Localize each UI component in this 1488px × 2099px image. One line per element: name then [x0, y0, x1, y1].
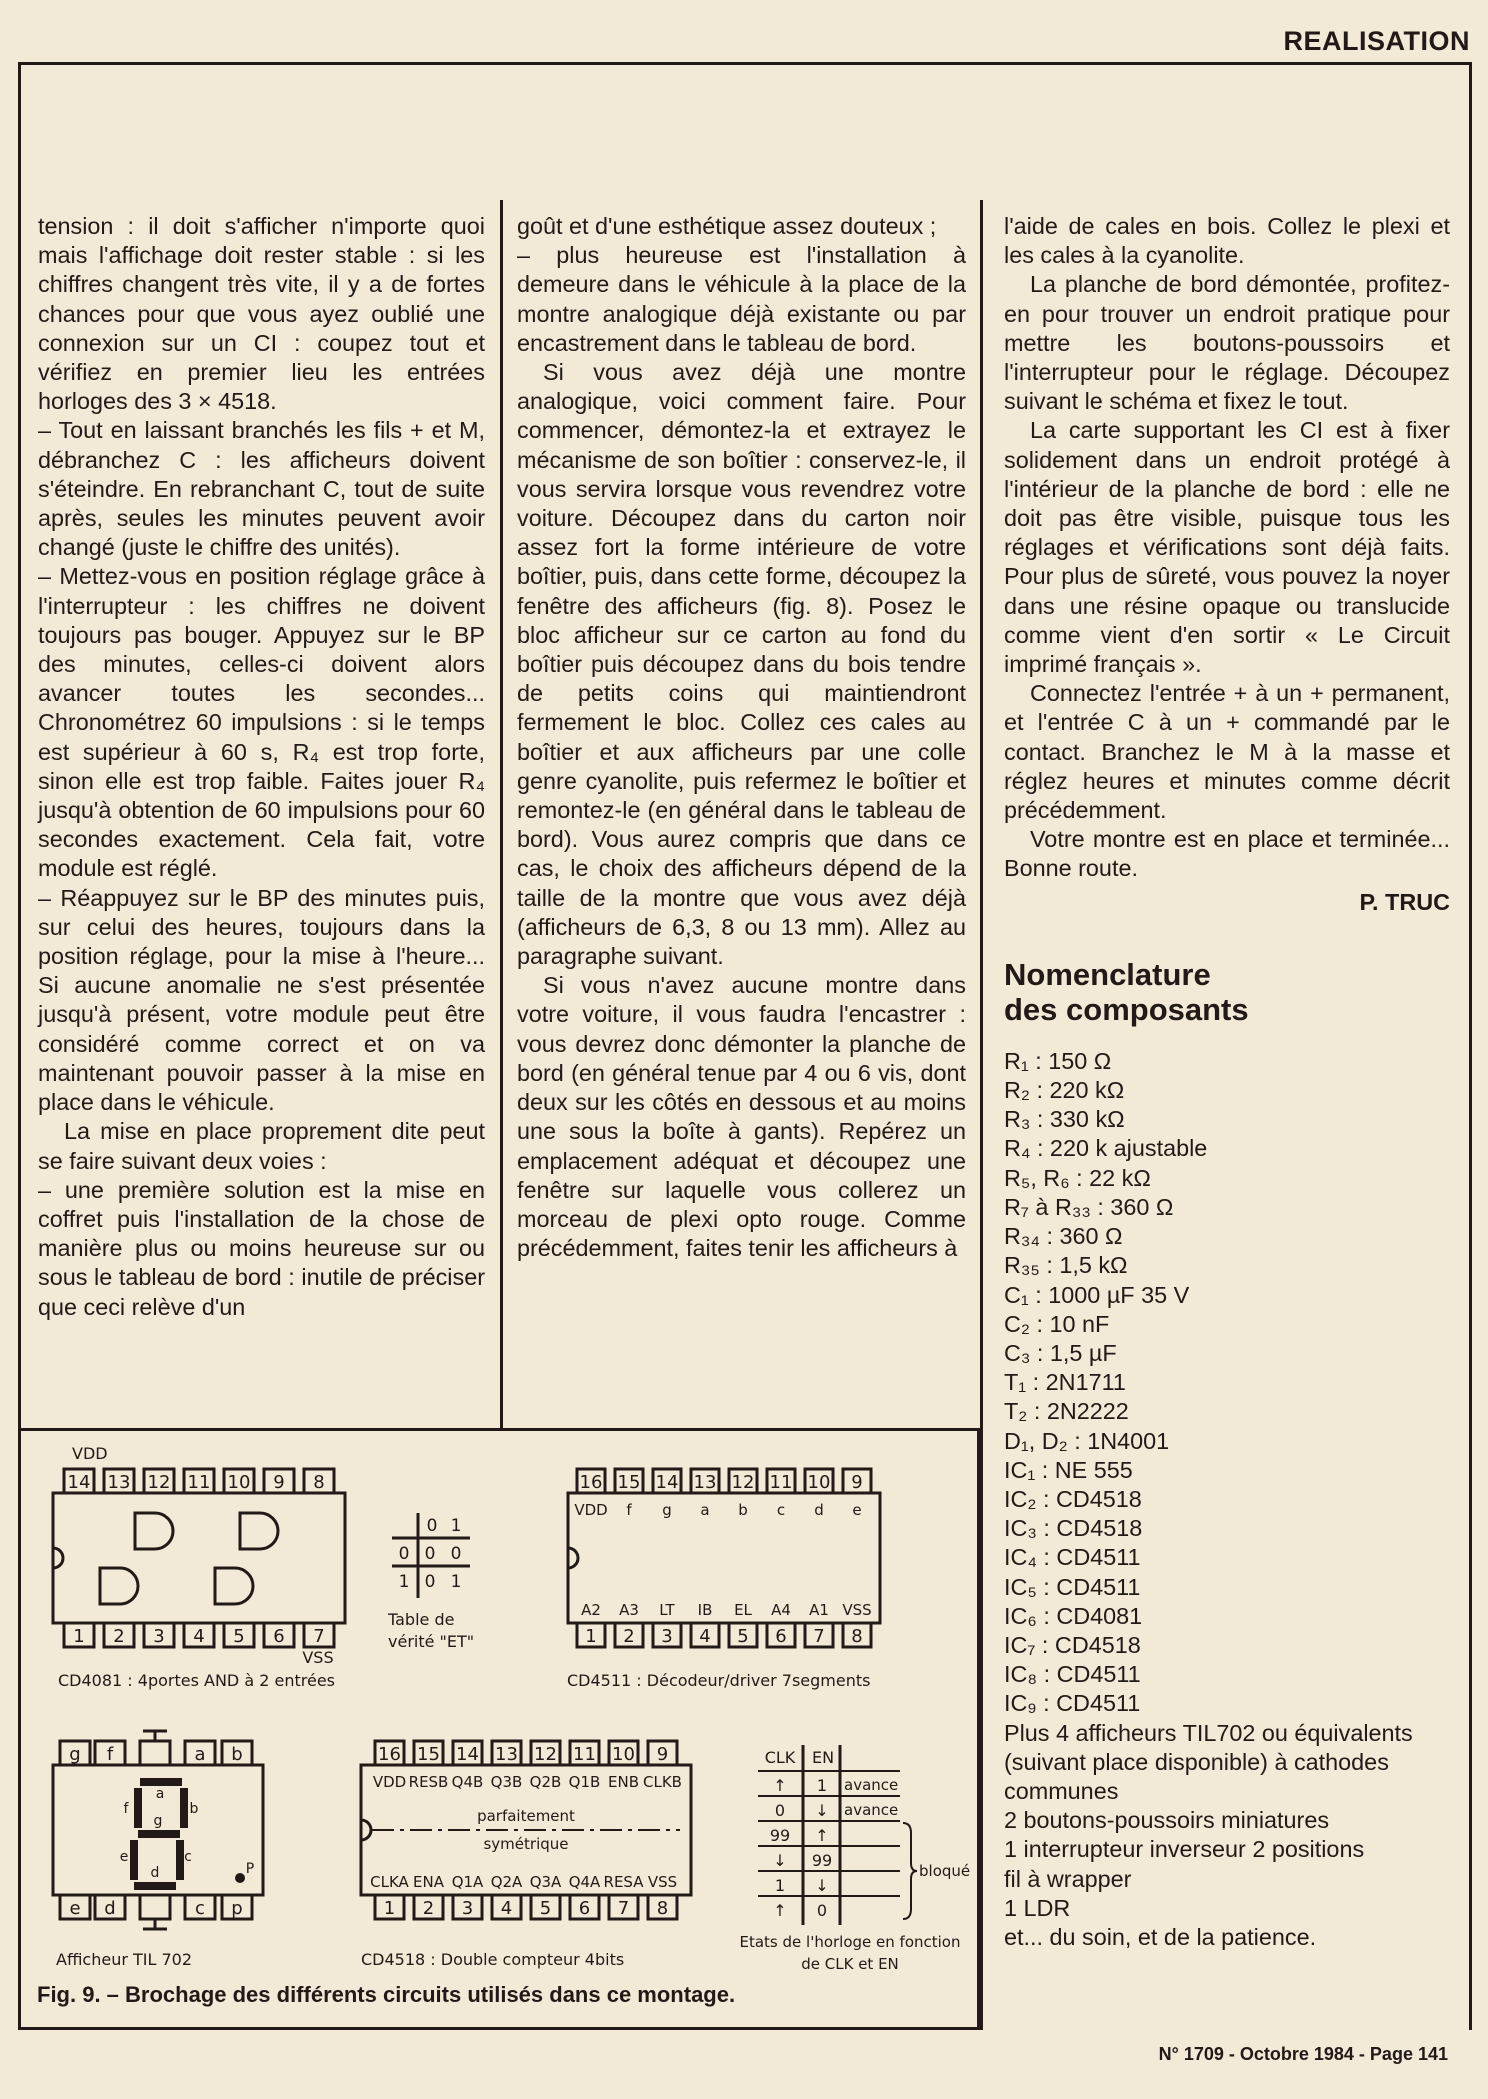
clock-cell: 0	[816, 1901, 828, 1920]
pin-label: d	[814, 1501, 824, 1519]
paragraph: Si vous n'avez aucune montre dans votre voiture, il vous faudra l'encastrer : vous devrez donc démonter la planche de bord (en général tenue par 4 ou 6 vis, dont deux sur les côtés en dessous et au moins une sous la boîte à gants). Repérez un emplacement adéquat et découpez une fenêtre sur laquelle vous collerez un morceau de plexi opto rouge. Comme précédemment, faites tenir les afficheurs à	[517, 972, 966, 1262]
pin-number: 15	[417, 1744, 440, 1765]
pin-number: 12	[147, 1472, 171, 1493]
segment-label: d	[150, 1865, 160, 1881]
pin-label: c	[195, 1898, 205, 1919]
pin-number: 16	[378, 1744, 401, 1765]
chip-body	[568, 1493, 880, 1623]
paragraph: – plus heureuse est l'installation à demeure dans le véhicule à la place de la montre analogique déjà existante ou par encastrement dans le tableau de bord.	[517, 242, 966, 356]
component-item: T₁ : 2N1711	[1004, 1369, 1126, 1396]
and-gate-icon	[215, 1568, 253, 1604]
component-item: et... du soin, et de la patience.	[1004, 1923, 1317, 1950]
and-gate-icon	[240, 1513, 278, 1549]
pin-number: 15	[617, 1472, 641, 1493]
truth-cell: 0	[424, 1544, 436, 1564]
pin-number: 8	[313, 1472, 325, 1493]
truth-cell: 1	[450, 1572, 462, 1592]
pin-number: 2	[113, 1626, 125, 1647]
pin-number: 5	[737, 1626, 749, 1647]
pin-number: 14	[456, 1744, 479, 1765]
paragraph: l'aide de cales en bois. Collez le plexi et les cales à la cyanolite.	[1004, 213, 1450, 269]
truth-cell: 0	[398, 1544, 410, 1564]
pin-number: 6	[578, 1898, 591, 1919]
paragraph: tension : il doit s'afficher n'importe quoi mais l'affichage doit rester stable : si les chiffres changent très vite, il y a de fortes chances pour que vous ayez oublié une connexion sur un CI : coupez tout et vérifiez en premier lieu les entrées horloges des 3 × 4518.	[38, 213, 485, 415]
paragraph: Votre montre est en place et terminée... Bonne route.	[1004, 826, 1450, 882]
and-gate-icon	[100, 1568, 138, 1604]
pin-label: IB	[697, 1601, 713, 1619]
component-item: IC₅ : CD4511	[1004, 1573, 1141, 1600]
table-caption: de CLK et EN	[801, 1955, 899, 1973]
pin-label: a	[700, 1501, 710, 1519]
component-item: R₃₅ : 1,5 kΩ	[1004, 1252, 1128, 1279]
pinout-diagram	[0, 3, 1488, 2099]
pin-number: 5	[233, 1626, 245, 1647]
pin-label: Q1A	[451, 1873, 484, 1891]
pin-label: e	[852, 1501, 862, 1519]
segment	[130, 1840, 138, 1880]
segment-label: e	[119, 1849, 129, 1865]
clock-cell: 99	[811, 1851, 833, 1870]
clock-cell: 1	[774, 1876, 786, 1895]
heading-line: des composants	[1004, 991, 1249, 1027]
component-item: IC₂ : CD4518	[1004, 1485, 1142, 1512]
pin-number: 1	[73, 1626, 85, 1647]
component-item: fil à wrapper	[1004, 1865, 1132, 1892]
truth-header: 0	[426, 1516, 438, 1536]
pin-label: VSS	[647, 1873, 678, 1891]
pin-label: ENB	[608, 1773, 639, 1791]
pin-number: 6	[775, 1626, 787, 1647]
symmetry-note: parfaitement	[477, 1807, 575, 1825]
clock-cell: 0	[774, 1801, 786, 1820]
clock-state: avance	[844, 1776, 899, 1794]
pin-label: Q2A	[490, 1873, 523, 1891]
pin-number: 10	[227, 1472, 251, 1493]
pin-label: EL	[734, 1601, 752, 1619]
pin-label: RESA	[603, 1873, 644, 1891]
pin-label: A3	[619, 1601, 639, 1619]
table-header: CLK	[764, 1748, 796, 1767]
truth-header: 1	[450, 1516, 462, 1536]
pin-label: VSS	[842, 1601, 872, 1619]
pin-label: Q4A	[568, 1873, 601, 1891]
pin-label: RESB	[408, 1773, 449, 1791]
figure-caption: Fig. 9. – Brochage des différents circuits utilisés dans ce montage.	[37, 1982, 736, 2007]
component-item: T₂ : 2N2222	[1004, 1398, 1129, 1425]
pin-number: 12	[534, 1744, 557, 1765]
pin-number: 6	[273, 1626, 285, 1647]
segment	[134, 1882, 176, 1890]
author-signature: P. TRUC	[1359, 888, 1450, 915]
pin-number: 7	[617, 1898, 630, 1919]
component-item: D₁, D₂ : 1N4001	[1004, 1427, 1170, 1454]
component-item: IC₁ : NE 555	[1004, 1456, 1133, 1483]
pin-number: 1	[383, 1898, 396, 1919]
clock-cell: 1	[816, 1776, 828, 1795]
paragraph: – Réappuyez sur le BP des minutes puis, sur celui des heures, toujours dans la position réglage, pour la mise à l'heure... Si aucune anomalie ne s'est présentée jusqu'à présent, votre module peut être considéré comme correct et on va maintenant pouvoir passer à la mise en place dans le véhicule.	[38, 884, 485, 1116]
component-item: C₃ : 1,5 µF	[1004, 1339, 1117, 1366]
pin-label: Q2B	[529, 1773, 562, 1791]
pin-label: Q3A	[529, 1873, 562, 1891]
and-gate-icon	[135, 1513, 173, 1549]
paragraph: La carte supportant les CI est à fixer solidement dans un endroit protégé à l'intérieur de la planche de bord : elle ne doit pas être visible, puisque tous les réglages et vérifications sont déjà faits. Pour plus de sûreté, vous pouvez la noyer dans une résine opaque ou translucide comme vient d'en sortir « Le Circuit imprimé français ».	[1004, 417, 1450, 678]
pin-number: 7	[313, 1626, 325, 1647]
pin-label: A1	[809, 1601, 829, 1619]
paragraph: Si vous avez déjà une montre analogique, voici comment faire. Pour commencer, démontez-la et extrayez le mécanisme de son boîtier : conservez-le, il vous servira lorsque vous revendrez votre voiture. Découpez dans du carton noir assez fort la forme intérieure de votre boîtier, puis, dans cette forme, découpez la fenêtre des afficheurs (fig. 8). Posez le bloc afficheur sur ce carton au fond du boîtier puis découpez dans du bois tendre de petits coins qui maintiendront fermement le bloc. Collez ces cales au boîtier et aux afficheurs par une colle genre cyanolite, puis refermez le boîtier et remontez-le (en général dans le tableau de bord). Vous aurez compris que dans ce cas, le choix des afficheurs dépend de la taille de la montre que vous avez déjà (afficheurs de 6,3, 8 ou 13 mm). Allez au paragraphe suivant.	[517, 359, 966, 970]
pin-label: b	[738, 1501, 748, 1519]
pin-number: 11	[187, 1472, 211, 1493]
pin-number: 13	[107, 1472, 131, 1493]
clock-cell: 99	[769, 1826, 791, 1845]
figure-pinouts	[19, 1428, 980, 2030]
pin	[140, 1895, 170, 1919]
component-item: R₁ : 150 Ω	[1004, 1047, 1112, 1074]
table-caption: vérité "ET"	[388, 1632, 475, 1651]
chip-caption: CD4518 : Double compteur 4bits	[361, 1950, 625, 1969]
truth-cell: 0	[424, 1572, 436, 1592]
pin-number: 3	[153, 1626, 165, 1647]
segment-label: g	[153, 1813, 163, 1829]
chip-caption: CD4511 : Décodeur/driver 7segments	[567, 1671, 871, 1690]
clock-cell: ↓	[815, 1801, 829, 1820]
pin-number: 14	[67, 1472, 91, 1493]
clock-cell: ↓	[773, 1851, 787, 1870]
truth-cell: 1	[398, 1572, 410, 1592]
pin-label: VDD	[574, 1501, 608, 1519]
pin-number: 4	[193, 1626, 205, 1647]
chip-caption: Afficheur TIL 702	[56, 1950, 193, 1969]
pin-label: c	[776, 1501, 786, 1519]
component-item: 2 boutons-poussoirs miniatures	[1004, 1807, 1330, 1834]
pin-number: 5	[539, 1898, 552, 1919]
component-item: IC₉ : CD4511	[1004, 1690, 1141, 1717]
pin-number: 11	[769, 1472, 793, 1493]
pin-number: 14	[655, 1472, 679, 1493]
segment	[138, 1830, 180, 1838]
table-caption: Etats de l'horloge en fonction	[739, 1933, 961, 1951]
paragraph: La mise en place proprement dite peut se faire suivant deux voies :	[38, 1118, 485, 1174]
pin-number: 13	[693, 1472, 717, 1493]
pin-label: f	[626, 1501, 632, 1519]
pin-number: 4	[699, 1626, 711, 1647]
section-header: REALISATION	[1283, 26, 1470, 56]
pin-label: A4	[771, 1601, 791, 1619]
chip-body	[53, 1493, 345, 1623]
pin-label: g	[662, 1501, 672, 1519]
clock-cell: ↑	[773, 1776, 787, 1795]
component-item: C₁ : 1000 µF 35 V	[1004, 1281, 1190, 1308]
pin-label: CLKA	[370, 1873, 409, 1891]
pin-label: Q1B	[568, 1773, 601, 1791]
pin-number: 10	[807, 1472, 831, 1493]
vss-label: VSS	[302, 1648, 334, 1667]
component-item: R₄ : 220 k ajustable	[1004, 1135, 1208, 1162]
component-item: R₅, R₆ : 22 kΩ	[1004, 1164, 1151, 1191]
pin-number: 13	[495, 1744, 518, 1765]
pin-number: 8	[656, 1898, 669, 1919]
pin-label: d	[104, 1898, 116, 1919]
pin-number: 8	[851, 1626, 863, 1647]
pin-number: 9	[273, 1472, 285, 1493]
segment-label: a	[155, 1786, 165, 1802]
pin-number: 3	[661, 1626, 673, 1647]
symmetry-note: symétrique	[483, 1835, 569, 1853]
pin-number: 16	[579, 1472, 603, 1493]
table-header: EN	[811, 1748, 835, 1767]
clock-cell: ↑	[815, 1826, 829, 1845]
component-item: IC₆ : CD4081	[1004, 1602, 1143, 1629]
pin-label: g	[69, 1744, 81, 1765]
component-item: 1 interrupteur inverseur 2 positions	[1004, 1836, 1365, 1863]
component-item: IC₃ : CD4518	[1004, 1515, 1143, 1542]
pin-label: ENA	[413, 1873, 444, 1891]
heading-line: Nomenclature	[1004, 956, 1211, 992]
paragraph: Connectez l'entrée + à un + permanent, et l'entrée C à un + commandé par le contact. Branchez le M à la masse et réglez heures et minutes comme décrit précédemment.	[1004, 680, 1450, 824]
chip-caption: CD4081 : 4portes AND à 2 entrées	[58, 1671, 335, 1690]
paragraph: – une première solution est la mise en coffret puis l'installation de la chose de manière plus ou moins heureuse sur ou sous le tableau de bord : inutile de préciser que ceci relève d'un	[38, 1176, 485, 1320]
segment	[180, 1788, 188, 1828]
pin-number: 4	[500, 1898, 513, 1919]
segment	[140, 1778, 182, 1786]
blocked-label: bloqué	[919, 1862, 971, 1880]
segment-label: f	[123, 1801, 129, 1817]
pin-number: 10	[612, 1744, 635, 1765]
pin-label: Q4B	[451, 1773, 484, 1791]
pin-number: 9	[656, 1744, 669, 1765]
pin-label: Q3B	[490, 1773, 523, 1791]
pin-label: a	[194, 1744, 206, 1765]
clock-cell: ↑	[773, 1901, 787, 1920]
pin-label: CLKB	[643, 1773, 682, 1791]
pin-label: VDD	[372, 1773, 407, 1791]
segment-label: c	[184, 1849, 192, 1865]
segment	[235, 1873, 245, 1883]
page-footer: N° 1709 - Octobre 1984 - Page 141	[1158, 2044, 1448, 2064]
pin-label: e	[69, 1898, 81, 1919]
component-item: Plus 4 afficheurs TIL702 ou équivalents (suivant place disponible) à cathodes communes	[1004, 1719, 1413, 1804]
component-item: IC₈ : CD4511	[1004, 1661, 1141, 1688]
pin-label: p	[231, 1898, 243, 1919]
paragraph: goût et d'une esthétique assez douteux ;	[517, 213, 937, 239]
component-item: IC₇ : CD4518	[1004, 1631, 1141, 1658]
component-item: R₇ à R₃₃ : 360 Ω	[1004, 1193, 1174, 1220]
clock-state: avance	[844, 1801, 899, 1819]
component-item: IC₄ : CD4511	[1004, 1544, 1141, 1571]
pin-number: 3	[461, 1898, 474, 1919]
paragraph: La planche de bord démontée, profitez-en pour trouver un endroit pratique pour mettre les boutons-poussoirs et l'interrupteur pour le réglage. Découpez suivant le schéma et fixez le tout.	[1004, 271, 1450, 415]
pin-number: 2	[623, 1626, 635, 1647]
pin-number: 7	[813, 1626, 825, 1647]
paragraph: – Mettez-vous en position réglage grâce à l'interrupteur : les chiffres ne doivent toujours pas bouger. Appuyez sur le BP des minutes, celles-ci doivent alors avancer toutes les secondes... Chronométrez 60 impulsions : si le temps est supérieur à 60 s, R₄ est trop forte, sinon elle est trop faible. Faites jouer R₄ jusqu'à obtention de 60 impulsions pour 60 secondes exactement. Cela fait, votre module est réglé.	[38, 563, 485, 882]
component-item: R₂ : 220 kΩ	[1004, 1077, 1125, 1104]
pin-number: 1	[585, 1626, 597, 1647]
pin-label: b	[231, 1744, 243, 1765]
segment-label: b	[189, 1801, 199, 1817]
table-caption: Table de	[388, 1610, 455, 1629]
component-item: R₃₄ : 360 Ω	[1004, 1223, 1123, 1250]
segment	[176, 1840, 184, 1880]
pin-number: 2	[422, 1898, 435, 1919]
pin-label: A2	[581, 1601, 601, 1619]
pin	[140, 1741, 170, 1765]
component-item: C₂ : 10 nF	[1004, 1310, 1110, 1337]
segment	[134, 1788, 142, 1828]
clock-cell: ↓	[815, 1876, 829, 1895]
pin-number: 11	[573, 1744, 596, 1765]
pin-label: f	[106, 1744, 114, 1765]
pin-number: 12	[731, 1472, 755, 1493]
component-item: 1 LDR	[1004, 1894, 1071, 1921]
vdd-label: VDD	[72, 1444, 108, 1463]
truth-cell: 0	[450, 1544, 462, 1564]
pin-label: LT	[659, 1601, 675, 1619]
component-item: R₃ : 330 kΩ	[1004, 1106, 1125, 1133]
pin-number: 9	[851, 1472, 863, 1493]
segment-label: P	[245, 1861, 255, 1877]
paragraph: – Tout en laissant branchés les fils + et M, débranchez C : les afficheurs doivent s'éteindre. En rebranchant C, tout de suite après, seules les minutes peuvent avoir changé (juste le chiffre des unités).	[38, 417, 485, 561]
